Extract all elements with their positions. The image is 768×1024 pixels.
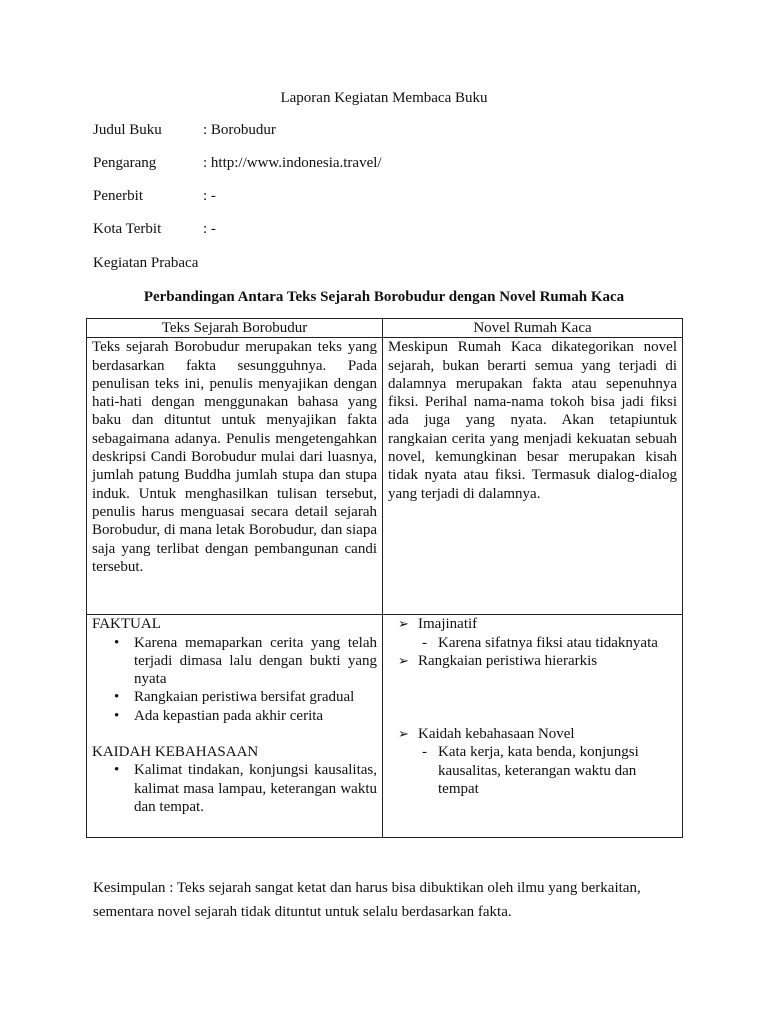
meta-value: : -: [203, 221, 216, 237]
cell-novel-description: Meskipun Rumah Kaca dikategorikan novel sejarah, bukan berarti semua yang terjadi di dalamnya merupakan fakta atau sepenuhnya fiksi. Perihal nama-nama tokoh bisa jadi fiksi ada juga yang nyata. Akan tetapiuntuk rangkaian cerita yang menjadi kekuatan sebuah novel, kemungkinan besar merupakan kisah tidak nyata atau fiksi. Termasuk dialog-dialog yang terjadi di dalamnya.: [383, 338, 683, 615]
meta-row-pengarang: [93, 154, 382, 172]
meta-label: Pengarang: [93, 155, 157, 171]
meta-label: Judul Buku: [93, 122, 162, 138]
list-item: • Rangkaian peristiwa bersifat gradual: [134, 688, 377, 706]
list-item: - Karena sifatnya fiksi atau tidaknyata: [438, 634, 677, 652]
cell-sejarah-characteristics: [87, 615, 383, 838]
list-item: • Karena memaparkan cerita yang telah terjadi dimasa lalu dengan bukti yang nyata: [134, 634, 377, 689]
meta-value: : -: [203, 188, 216, 204]
meta-row-judul: [93, 121, 276, 139]
table-row: [87, 615, 683, 838]
meta-value: : Borobudur: [203, 122, 276, 138]
list-item-rangkaian: ➢ Rangkaian peristiwa hierarkis: [418, 652, 677, 670]
kaidah-heading: KAIDAH KEBAHASAAN: [92, 744, 259, 761]
imajinatif-label: Imajinatif: [418, 616, 478, 633]
kaidah-list: [92, 761, 377, 816]
header-teks-sejarah: Teks Sejarah Borobudur: [87, 319, 383, 338]
kaidah-sublist: [418, 743, 677, 798]
cell-sejarah-description: Teks sejarah Borobudur merupakan teks yang berdasarkan fakta sesungguhnya. Pada penulisan teks ini, penulis menyajikan dengan hati-hati dengan menggunakan bahasa yang baku dan dituntut untuk menyajikan fakta sebagaimana adanya. Penulis mengetengahkan deskripsi Candi Borobudur mulai dari luasnya, jumlah patung Buddha jumlah stupa dan stupa induk. Untuk menghasilkan tulisan tersebut, penulis harus menguasai secara detail sejarah Borobudur, di mana letak Borobudur, dan siapa saja yang terlibat dengan pembangunan candi tersebut.: [87, 338, 383, 615]
imajinatif-sublist: [418, 634, 677, 652]
meta-row-kota: [93, 220, 216, 238]
page-title: Laporan Kegiatan Membaca Buku: [280, 90, 488, 106]
list-item: • Ada kepastian pada akhir cerita: [134, 707, 377, 725]
list-item: - Kata kerja, kata benda, konjungsi kausalitas, keterangan waktu dan tempat: [438, 743, 677, 798]
faktual-heading: FAKTUAL: [92, 616, 161, 633]
list-item-imajinatif: [418, 615, 677, 652]
table-row: [87, 338, 683, 615]
meta-label: Penerbit: [93, 188, 143, 204]
meta-row-penerbit: [93, 187, 216, 205]
kaidah-label: Kaidah kebahasaan Novel: [418, 726, 575, 743]
section-label: Kegiatan Prabaca: [93, 255, 199, 271]
header-novel: Novel Rumah Kaca: [383, 319, 683, 338]
novel-list: [388, 615, 677, 670]
comparison-table: [86, 318, 683, 838]
table-title: Perbandingan Antara Teks Sejarah Borobudur dengan Novel Rumah Kaca: [143, 289, 625, 305]
faktual-list: [92, 634, 377, 725]
meta-value: : http://www.indonesia.travel/: [203, 155, 382, 171]
cell-novel-characteristics: [383, 615, 683, 838]
novel-kaidah-list: [388, 725, 677, 798]
meta-label: Kota Terbit: [93, 221, 162, 237]
conclusion: Kesimpulan : Teks sejarah sangat ketat dan harus bisa dibuktikan oleh ilmu yang berkaitan, sementara novel sejarah tidak dituntut untuk selalu berdasarkan fakta.: [93, 880, 641, 920]
table-header-row: [87, 319, 683, 338]
list-item-kaidah: [418, 725, 677, 798]
list-item: • Kalimat tindakan, konjungsi kausalitas, kalimat masa lampau, keterangan waktu dan tempat.: [134, 761, 377, 816]
